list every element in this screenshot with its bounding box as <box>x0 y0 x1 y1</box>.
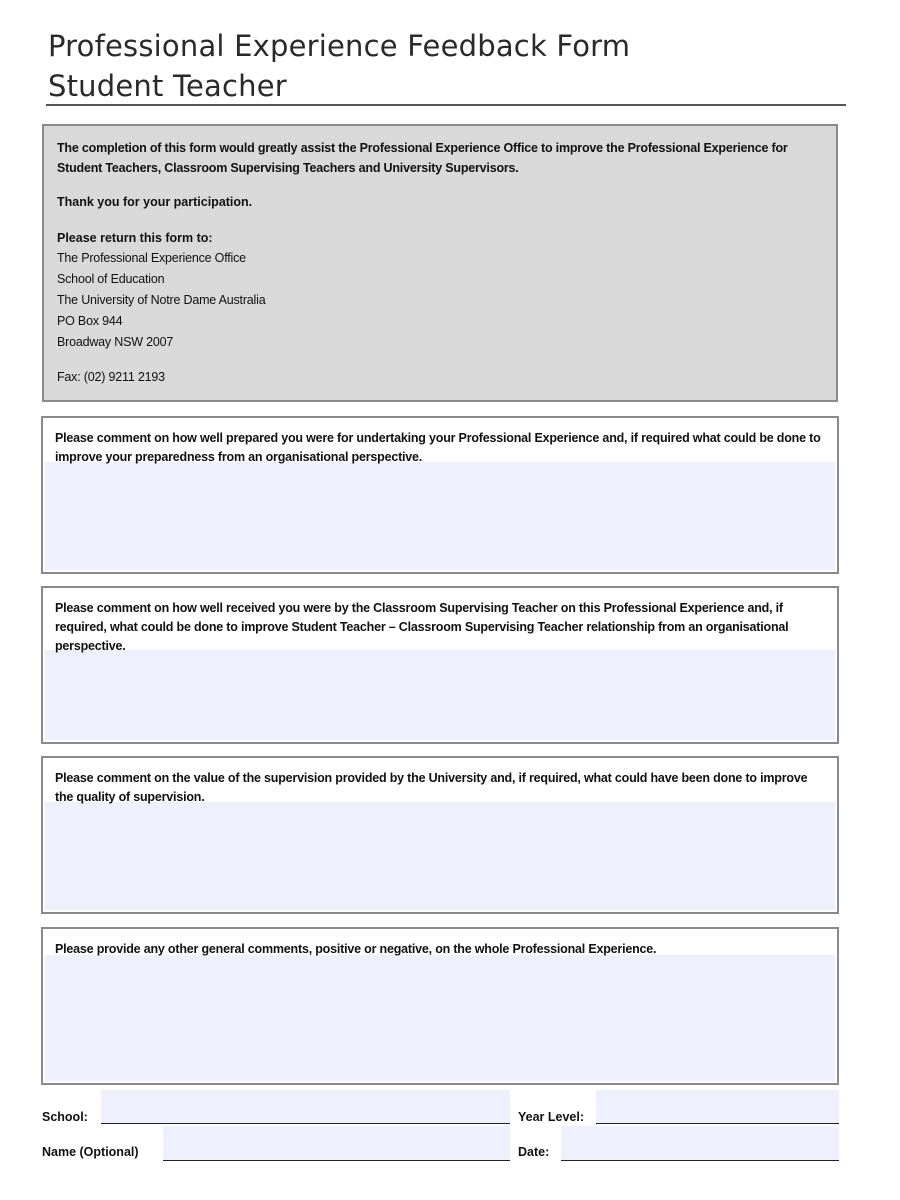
comment-field-supervision[interactable] <box>45 802 835 910</box>
year-level-field[interactable] <box>596 1090 839 1124</box>
thanks-text: Thank you for your participation. <box>57 195 253 209</box>
title-line-1: Professional Experience Feedback Form <box>48 29 631 63</box>
name-label: Name (Optional) <box>42 1145 139 1159</box>
question-reception: Please comment on how well received you were by the Classroom Supervising Teacher on this Professional Experience and, if required, what could be done to improve Student Teacher – Classroom Supervising Teacher relationship from an organisational perspective. <box>55 601 789 653</box>
comment-box-reception <box>41 586 839 744</box>
comment-box-general <box>41 927 839 1085</box>
school-field[interactable] <box>101 1090 510 1124</box>
question-supervision: Please comment on the value of the supervision provided by the University and, if required, what could have been done to improve the quality of supervision. <box>55 771 808 804</box>
comment-box-supervision <box>41 756 839 914</box>
question-preparedness: Please comment on how well prepared you were for undertaking your Professional Experience and, if required what could be done to improve your preparedness from an organisational perspective. <box>55 431 821 464</box>
page-title <box>48 26 630 106</box>
name-field[interactable] <box>163 1126 510 1161</box>
intro-text: The completion of this form would greatly assist the Professional Experience Office to improve the Professional Experience for Student Teachers, Classroom Supervising Teachers and University Supervisors. <box>57 141 788 175</box>
address-line: PO Box 944 <box>57 314 123 328</box>
comment-box-preparedness <box>41 416 839 574</box>
title-line-2: Student Teacher <box>48 69 287 103</box>
comment-field-preparedness[interactable] <box>45 462 835 570</box>
address-line: School of Education <box>57 272 165 286</box>
info-panel <box>42 124 838 402</box>
address-line: Broadway NSW 2007 <box>57 335 174 349</box>
title-divider <box>46 104 846 106</box>
school-label: School: <box>42 1110 88 1124</box>
question-general: Please provide any other general comments, positive or negative, on the whole Professional Experience. <box>55 942 657 956</box>
date-label: Date: <box>518 1145 550 1159</box>
date-field[interactable] <box>561 1126 839 1161</box>
year-level-label: Year Level: <box>518 1110 585 1124</box>
address-line: The Professional Experience Office <box>57 251 246 265</box>
comment-field-reception[interactable] <box>45 650 835 740</box>
comment-field-general[interactable] <box>45 955 835 1081</box>
return-label: Please return this form to: <box>57 231 213 245</box>
fax-number: Fax: (02) 9211 2193 <box>57 370 165 384</box>
address-line: The University of Notre Dame Australia <box>57 293 266 307</box>
